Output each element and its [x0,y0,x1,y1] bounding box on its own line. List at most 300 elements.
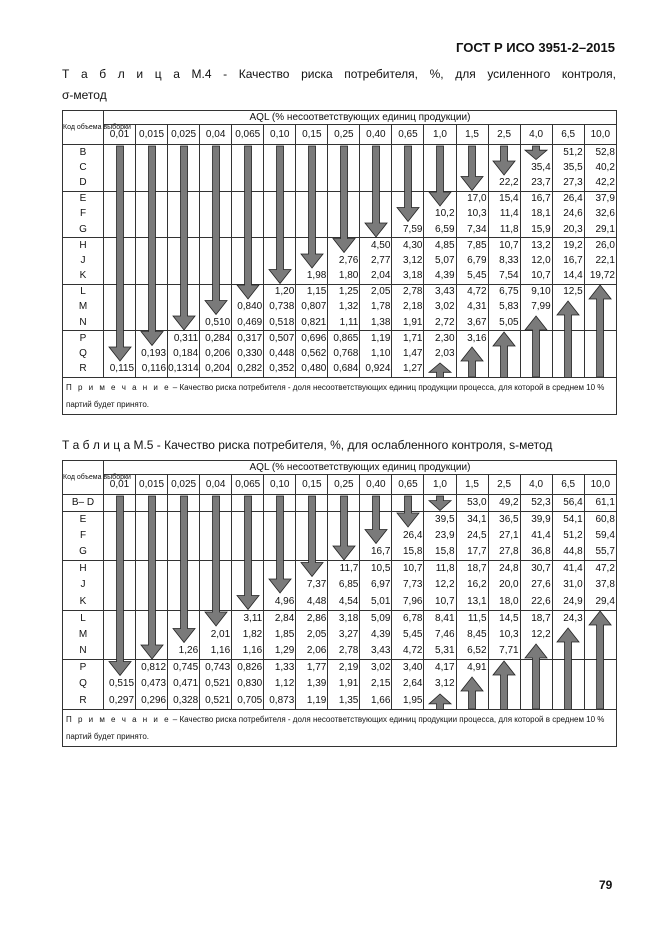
value-cell: 0,745 [168,660,200,677]
value-cell: 0,865 [328,331,360,347]
value-cell [136,511,168,528]
value-cell: 1,38 [360,315,392,331]
value-cell: 7,46 [424,627,456,644]
value-cell [168,511,200,528]
value-cell [232,145,264,161]
value-cell: 39,5 [424,511,456,528]
aql-column-header: 0,15 [296,475,328,495]
value-cell [232,176,264,192]
value-cell: 20,3 [552,222,584,238]
value-cell: 1,91 [328,676,360,693]
value-cell: 1,11 [328,315,360,331]
value-cell: 0,1314 [168,362,200,378]
value-cell [360,528,392,545]
value-cell: 12,5 [552,284,584,300]
sample-code-cell: M [63,300,104,316]
value-cell [136,331,168,347]
table-row [63,284,617,300]
value-cell [136,238,168,254]
aql-columns-row [63,475,617,495]
value-cell [424,693,456,710]
table-row [63,346,617,362]
value-cell: 40,2 [584,160,616,176]
value-cell: 3,11 [232,610,264,627]
value-cell [520,693,552,710]
value-cell [104,528,136,545]
note-label: П р и м е ч а н и е [66,382,171,392]
value-cell [488,676,520,693]
sample-code-cell: M [63,627,104,644]
value-cell: 0,448 [264,346,296,362]
value-cell [296,176,328,192]
value-cell: 1,82 [232,627,264,644]
value-cell [104,207,136,223]
table-note [63,709,617,746]
value-cell [296,511,328,528]
value-cell [520,331,552,347]
value-cell [136,544,168,561]
value-cell: 47,2 [584,561,616,578]
note-text: – Качество риска потребителя - доля несоответствующих единиц продукции процесса, для которой в среднем 10 % партий будет принято. [66,714,605,741]
value-cell [552,660,584,677]
aql-column-header: 4,0 [520,475,552,495]
value-cell [264,269,296,285]
value-cell [104,544,136,561]
value-cell: 6,52 [456,643,488,660]
sample-code-cell: J [63,253,104,269]
value-cell [232,253,264,269]
sample-code-cell: N [63,315,104,331]
value-cell [200,176,232,192]
value-cell: 2,05 [360,284,392,300]
value-cell: 4,39 [360,627,392,644]
value-cell [136,627,168,644]
value-cell [584,610,616,627]
value-cell: 3,18 [392,269,424,285]
sample-code-cell: C [63,160,104,176]
value-cell: 3,16 [456,331,488,347]
value-cell: 0,510 [200,315,232,331]
value-cell [328,191,360,207]
value-cell [296,207,328,223]
value-cell [200,238,232,254]
table-row [63,544,617,561]
value-cell [104,253,136,269]
value-cell: 7,71 [488,643,520,660]
value-cell: 4,85 [424,238,456,254]
table-m4-title-line2: σ-метод [62,88,107,102]
value-cell: 29,1 [584,222,616,238]
value-cell: 22,2 [488,176,520,192]
value-cell: 2,15 [360,676,392,693]
value-cell: 0,193 [136,346,168,362]
table-row [63,207,617,223]
value-cell [328,160,360,176]
sample-code-cell: R [63,362,104,378]
header-row [63,111,617,125]
value-cell: 55,7 [584,544,616,561]
value-cell [296,561,328,578]
value-cell: 0,480 [296,362,328,378]
value-cell: 9,10 [520,284,552,300]
value-cell [232,528,264,545]
table-row [63,253,617,269]
table-row [63,643,617,660]
value-cell [232,495,264,512]
value-cell: 23,9 [424,528,456,545]
code-header: Код объема выборки [63,111,104,145]
sample-code-cell: B [63,145,104,161]
value-cell: 1,26 [168,643,200,660]
value-cell: 11,5 [456,610,488,627]
value-cell: 5,01 [360,594,392,611]
value-cell: 15,9 [520,222,552,238]
value-cell: 14,5 [488,610,520,627]
table-row [63,676,617,693]
value-cell [136,160,168,176]
value-cell: 4,72 [456,284,488,300]
value-cell: 1,47 [392,346,424,362]
value-cell: 5,45 [392,627,424,644]
value-cell [232,191,264,207]
aql-column-header: 0,65 [392,475,424,495]
value-cell [520,660,552,677]
value-cell [264,511,296,528]
value-cell: 29,4 [584,594,616,611]
value-cell: 0,807 [296,300,328,316]
value-cell: 1,35 [328,693,360,710]
value-cell [328,544,360,561]
value-cell: 7,73 [392,577,424,594]
value-cell: 10,2 [424,207,456,223]
value-cell [488,331,520,347]
value-cell [104,284,136,300]
value-cell: 4,50 [360,238,392,254]
value-cell: 0,473 [136,676,168,693]
table-row [63,269,617,285]
value-cell [168,238,200,254]
value-cell: 0,684 [328,362,360,378]
value-cell [296,253,328,269]
value-cell [360,160,392,176]
value-cell: 41,4 [552,561,584,578]
value-cell: 0,738 [264,300,296,316]
note-text: – Качество риска потребителя - доля несоответствующих единиц продукции процесса, для которой в среднем 10 % партий будет принято. [66,382,605,409]
value-cell: 2,84 [264,610,296,627]
value-cell [104,660,136,677]
aql-column-header: 0,065 [232,475,264,495]
sample-code-cell: L [63,610,104,627]
value-cell [168,207,200,223]
value-cell [136,528,168,545]
value-cell: 2,06 [296,643,328,660]
value-cell: 3,12 [424,676,456,693]
table-row [63,594,617,611]
aql-column-header: 1,5 [456,125,488,145]
sample-code-cell: F [63,207,104,223]
value-cell [552,693,584,710]
value-cell: 4,17 [424,660,456,677]
value-cell [552,331,584,347]
value-cell [200,207,232,223]
value-cell [264,176,296,192]
value-cell: 2,77 [360,253,392,269]
value-cell [328,145,360,161]
value-cell [136,253,168,269]
value-cell: 59,4 [584,528,616,545]
value-cell: 0,115 [104,362,136,378]
value-cell: 24,9 [552,594,584,611]
value-cell [328,238,360,254]
value-cell [104,346,136,362]
value-cell [168,222,200,238]
value-cell [168,253,200,269]
value-cell [104,495,136,512]
aql-column-header: 1,0 [424,475,456,495]
value-cell: 6,79 [456,253,488,269]
aql-column-header: 0,25 [328,475,360,495]
value-cell [456,145,488,161]
value-cell [552,315,584,331]
value-cell: 5,05 [488,315,520,331]
value-cell [520,145,552,161]
value-cell [168,577,200,594]
note-row [63,377,617,414]
value-cell: 0,705 [232,693,264,710]
value-cell: 0,562 [296,346,328,362]
value-cell: 0,821 [296,315,328,331]
value-cell [456,176,488,192]
value-cell [168,315,200,331]
value-cell: 31,0 [552,577,584,594]
value-cell [520,315,552,331]
value-cell: 13,2 [520,238,552,254]
value-cell: 2,78 [392,284,424,300]
value-cell: 56,4 [552,495,584,512]
value-cell: 4,91 [456,660,488,677]
value-cell [264,495,296,512]
aql-column-header: 0,40 [360,475,392,495]
value-cell: 8,45 [456,627,488,644]
value-cell: 0,696 [296,331,328,347]
value-cell: 12,2 [424,577,456,594]
value-cell [584,331,616,347]
table-row [63,610,617,627]
value-cell: 1,32 [328,300,360,316]
value-cell [104,176,136,192]
value-cell: 1,78 [360,300,392,316]
table-row [63,315,617,331]
value-cell: 18,7 [520,610,552,627]
value-cell [488,362,520,378]
value-cell: 7,37 [296,577,328,594]
value-cell: 3,02 [360,660,392,677]
value-cell [104,643,136,660]
value-cell [168,594,200,611]
sample-code-cell: D [63,176,104,192]
value-cell: 35,4 [520,160,552,176]
aql-column-header: 0,10 [264,125,296,145]
value-cell [168,145,200,161]
table-row [63,222,617,238]
value-cell: 30,7 [520,561,552,578]
value-cell: 10,7 [488,238,520,254]
value-cell [392,191,424,207]
value-cell: 6,85 [328,577,360,594]
value-cell [104,238,136,254]
value-cell [488,346,520,362]
sample-code-cell: K [63,594,104,611]
value-cell [584,627,616,644]
value-cell [456,346,488,362]
value-cell: 11,4 [488,207,520,223]
value-cell: 6,97 [360,577,392,594]
value-cell [584,693,616,710]
table-row [63,511,617,528]
value-cell: 53,0 [456,495,488,512]
value-cell: 3,27 [328,627,360,644]
value-cell [104,627,136,644]
value-cell [456,160,488,176]
value-cell [136,561,168,578]
value-cell [136,610,168,627]
value-cell [104,222,136,238]
value-cell: 0,812 [136,660,168,677]
value-cell [200,594,232,611]
value-cell: 3,43 [360,643,392,660]
value-cell: 0,743 [200,660,232,677]
value-cell [520,643,552,660]
value-cell [328,207,360,223]
sample-code-cell: E [63,191,104,207]
value-cell [328,528,360,545]
value-cell: 16,2 [456,577,488,594]
value-cell: 60,8 [584,511,616,528]
value-cell: 0,317 [232,331,264,347]
value-cell: 10,7 [392,561,424,578]
value-cell [584,346,616,362]
value-cell: 32,6 [584,207,616,223]
value-cell: 5,07 [424,253,456,269]
value-cell [328,176,360,192]
value-cell: 1,16 [200,643,232,660]
value-cell [360,511,392,528]
aql-column-header: 0,015 [136,475,168,495]
value-cell: 15,8 [392,544,424,561]
value-cell [296,191,328,207]
value-cell: 7,34 [456,222,488,238]
value-cell [264,528,296,545]
value-cell [136,495,168,512]
sample-code-cell: P [63,331,104,347]
value-cell: 49,2 [488,495,520,512]
value-cell [168,610,200,627]
sample-code-cell: G [63,222,104,238]
value-cell [264,207,296,223]
aql-header: AQL (% несоответствующих единиц продукции) [104,461,617,475]
table-m5-title-line1: Т а б л и ц а М.5 - Качество риска потребителя, %, для ослабленного контроля, s-метод [62,438,553,452]
value-cell: 0,521 [200,693,232,710]
value-cell [360,176,392,192]
value-cell: 5,09 [360,610,392,627]
value-cell: 4,30 [392,238,424,254]
value-cell: 2,86 [296,610,328,627]
value-cell [392,176,424,192]
value-cell [168,160,200,176]
value-cell: 16,7 [520,191,552,207]
table-row [63,693,617,710]
value-cell [200,160,232,176]
value-cell: 4,54 [328,594,360,611]
sample-code-cell: J [63,577,104,594]
aql-column-header: 0,04 [200,125,232,145]
value-cell [424,495,456,512]
value-cell: 41,4 [520,528,552,545]
value-cell [136,145,168,161]
value-cell: 20,0 [488,577,520,594]
table-row [63,145,617,161]
value-cell [200,511,232,528]
value-cell: 15,4 [488,191,520,207]
value-cell: 10,3 [488,627,520,644]
table-note [63,377,617,414]
value-cell: 11,8 [488,222,520,238]
value-cell: 0,311 [168,331,200,347]
value-cell [488,693,520,710]
value-cell [360,207,392,223]
value-cell: 24,5 [456,528,488,545]
value-cell: 1,95 [392,693,424,710]
value-cell: 27,3 [552,176,584,192]
value-cell [136,284,168,300]
value-cell [296,544,328,561]
value-cell: 5,45 [456,269,488,285]
value-cell: 0,924 [360,362,392,378]
value-cell [200,191,232,207]
standard-header: ГОСТ Р ИСО 3951-2–2015 [456,40,615,55]
value-cell [488,145,520,161]
value-cell: 1,91 [392,315,424,331]
value-cell: 27,1 [488,528,520,545]
value-cell [360,495,392,512]
aql-column-header: 0,065 [232,125,264,145]
value-cell [264,238,296,254]
value-cell [392,207,424,223]
table-row [63,331,617,347]
value-cell [104,300,136,316]
value-cell: 2,78 [328,643,360,660]
value-cell: 37,8 [584,577,616,594]
value-cell [296,238,328,254]
value-cell: 7,59 [392,222,424,238]
value-cell: 17,0 [456,191,488,207]
value-cell [136,315,168,331]
value-cell [264,222,296,238]
value-cell [456,676,488,693]
value-cell: 44,8 [552,544,584,561]
value-cell [168,176,200,192]
value-cell [232,207,264,223]
value-cell [488,660,520,677]
sample-code-cell: R [63,693,104,710]
aql-column-header: 10,0 [584,475,616,495]
value-cell: 8,41 [424,610,456,627]
value-cell [200,561,232,578]
value-cell: 1,85 [264,627,296,644]
aql-column-header: 1,5 [456,475,488,495]
value-cell [232,284,264,300]
value-cell: 16,7 [360,544,392,561]
